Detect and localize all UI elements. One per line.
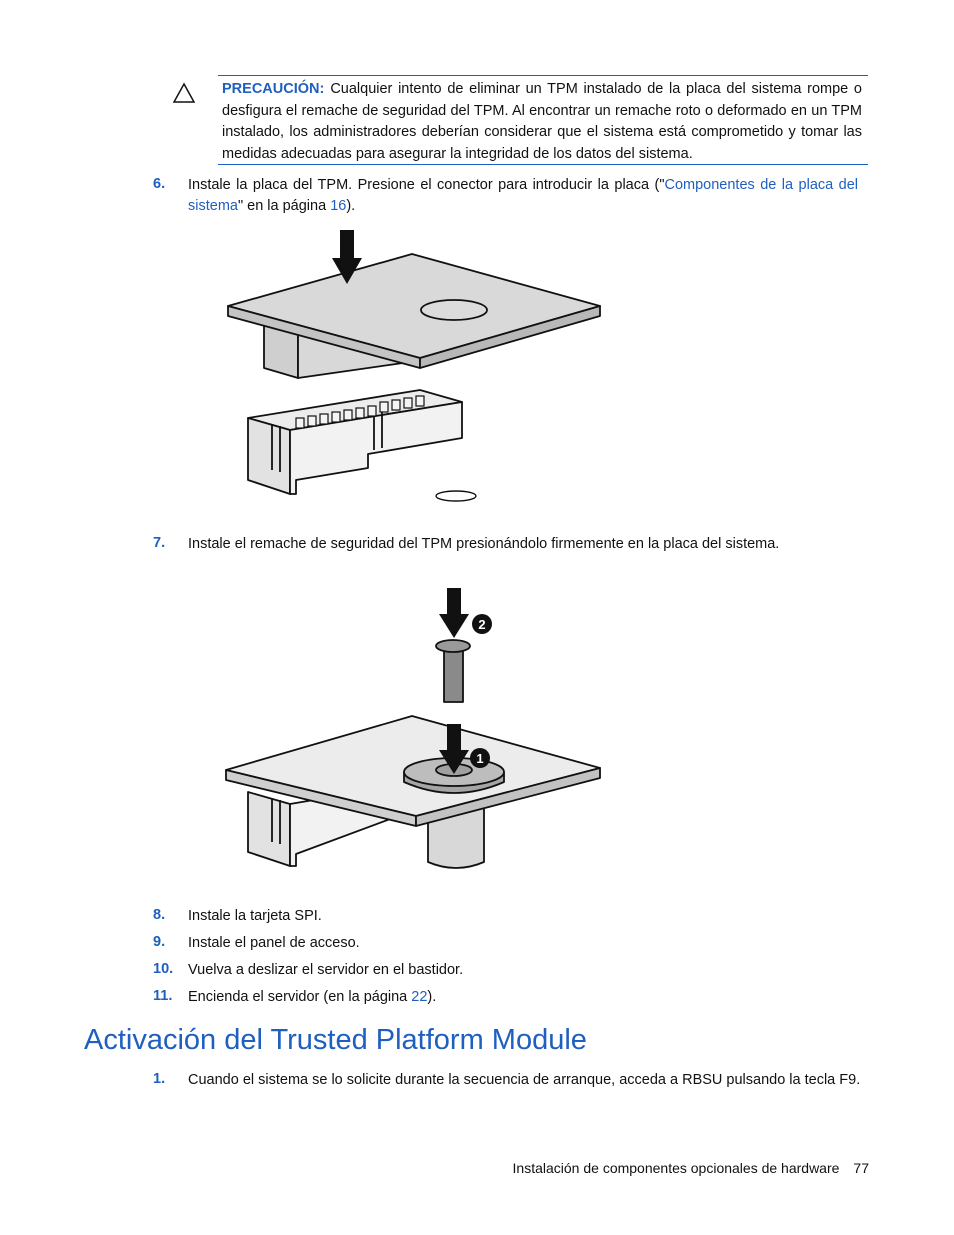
board-components-link[interactable]: Componentes de la placa del sistema bbox=[188, 177, 858, 214]
step-6-text-after: ). bbox=[346, 198, 356, 214]
page-22-link[interactable]: 22 bbox=[411, 989, 428, 1005]
step-9-text: Instale el panel de acceso. bbox=[188, 935, 360, 951]
callout-1 bbox=[470, 748, 490, 768]
caution-note bbox=[222, 79, 862, 165]
caution-bottom-rule bbox=[218, 164, 868, 165]
system-board-tpm-header bbox=[248, 390, 462, 494]
section-heading: Activación del Trusted Platform Module bbox=[84, 1024, 587, 1056]
callout-2-label: 2 bbox=[478, 617, 486, 632]
step-6-text-middle: " en la página bbox=[237, 198, 331, 214]
caution-body: Cualquier intento de eliminar un TPM instalado de la placa del sistema rompe o desfigura el remache de seguridad del TPM. Al encontrar un remache roto o deformado en un TPM instalado, los administradores deberían considerar que el sistema está comprometido y tomar las medidas adecuadas para asegurar la integridad de los datos del sistema. bbox=[222, 81, 862, 162]
step-number: 1. bbox=[153, 1071, 166, 1087]
page-number: 77 bbox=[853, 1160, 869, 1176]
callout-1-label: 1 bbox=[476, 751, 484, 766]
step-6-text-before: Instale la placa del TPM. Presione el conector para introducir la placa (" bbox=[188, 177, 665, 193]
step-7-text: Instale el remache de seguridad del TPM presionándolo firmemente en la placa del sistema. bbox=[188, 536, 780, 552]
caution-triangle-icon bbox=[172, 82, 196, 104]
step-number: 10. bbox=[153, 961, 174, 977]
step-number: 6. bbox=[153, 176, 166, 192]
page-footer bbox=[513, 1160, 869, 1176]
callout-2 bbox=[472, 614, 492, 634]
step-11-text-after: ). bbox=[427, 989, 437, 1005]
caution-top-rule bbox=[218, 75, 868, 76]
tpm-rivet-install-illustration bbox=[220, 582, 610, 874]
step-11-text-before: Encienda el servidor (en la página bbox=[188, 989, 412, 1005]
caution-label: PRECAUCIÓN: bbox=[222, 81, 325, 97]
security-rivet bbox=[436, 640, 470, 702]
down-arrow-icon bbox=[439, 588, 469, 638]
tpm-board-install-illustration bbox=[220, 222, 610, 507]
step-10-text: Vuelva a deslizar el servidor en el bastidor. bbox=[188, 962, 464, 978]
step-number: 8. bbox=[153, 907, 166, 923]
section-step-1-text: Cuando el sistema se lo solicite durante la secuencia de arranque, acceda a RBSU pulsando la tecla F9. bbox=[188, 1072, 861, 1088]
step-8-text: Instale la tarjeta SPI. bbox=[188, 908, 322, 924]
footer-chapter: Instalación de componentes opcionales de hardware bbox=[512, 1160, 840, 1176]
step-number: 7. bbox=[153, 535, 166, 551]
step-6-text bbox=[188, 175, 858, 217]
step-number: 9. bbox=[153, 934, 166, 950]
rivet-hole bbox=[436, 491, 476, 501]
step-11-text bbox=[188, 987, 858, 1008]
step-number: 11. bbox=[153, 988, 173, 1004]
page-16-link[interactable]: 16 bbox=[330, 198, 347, 214]
